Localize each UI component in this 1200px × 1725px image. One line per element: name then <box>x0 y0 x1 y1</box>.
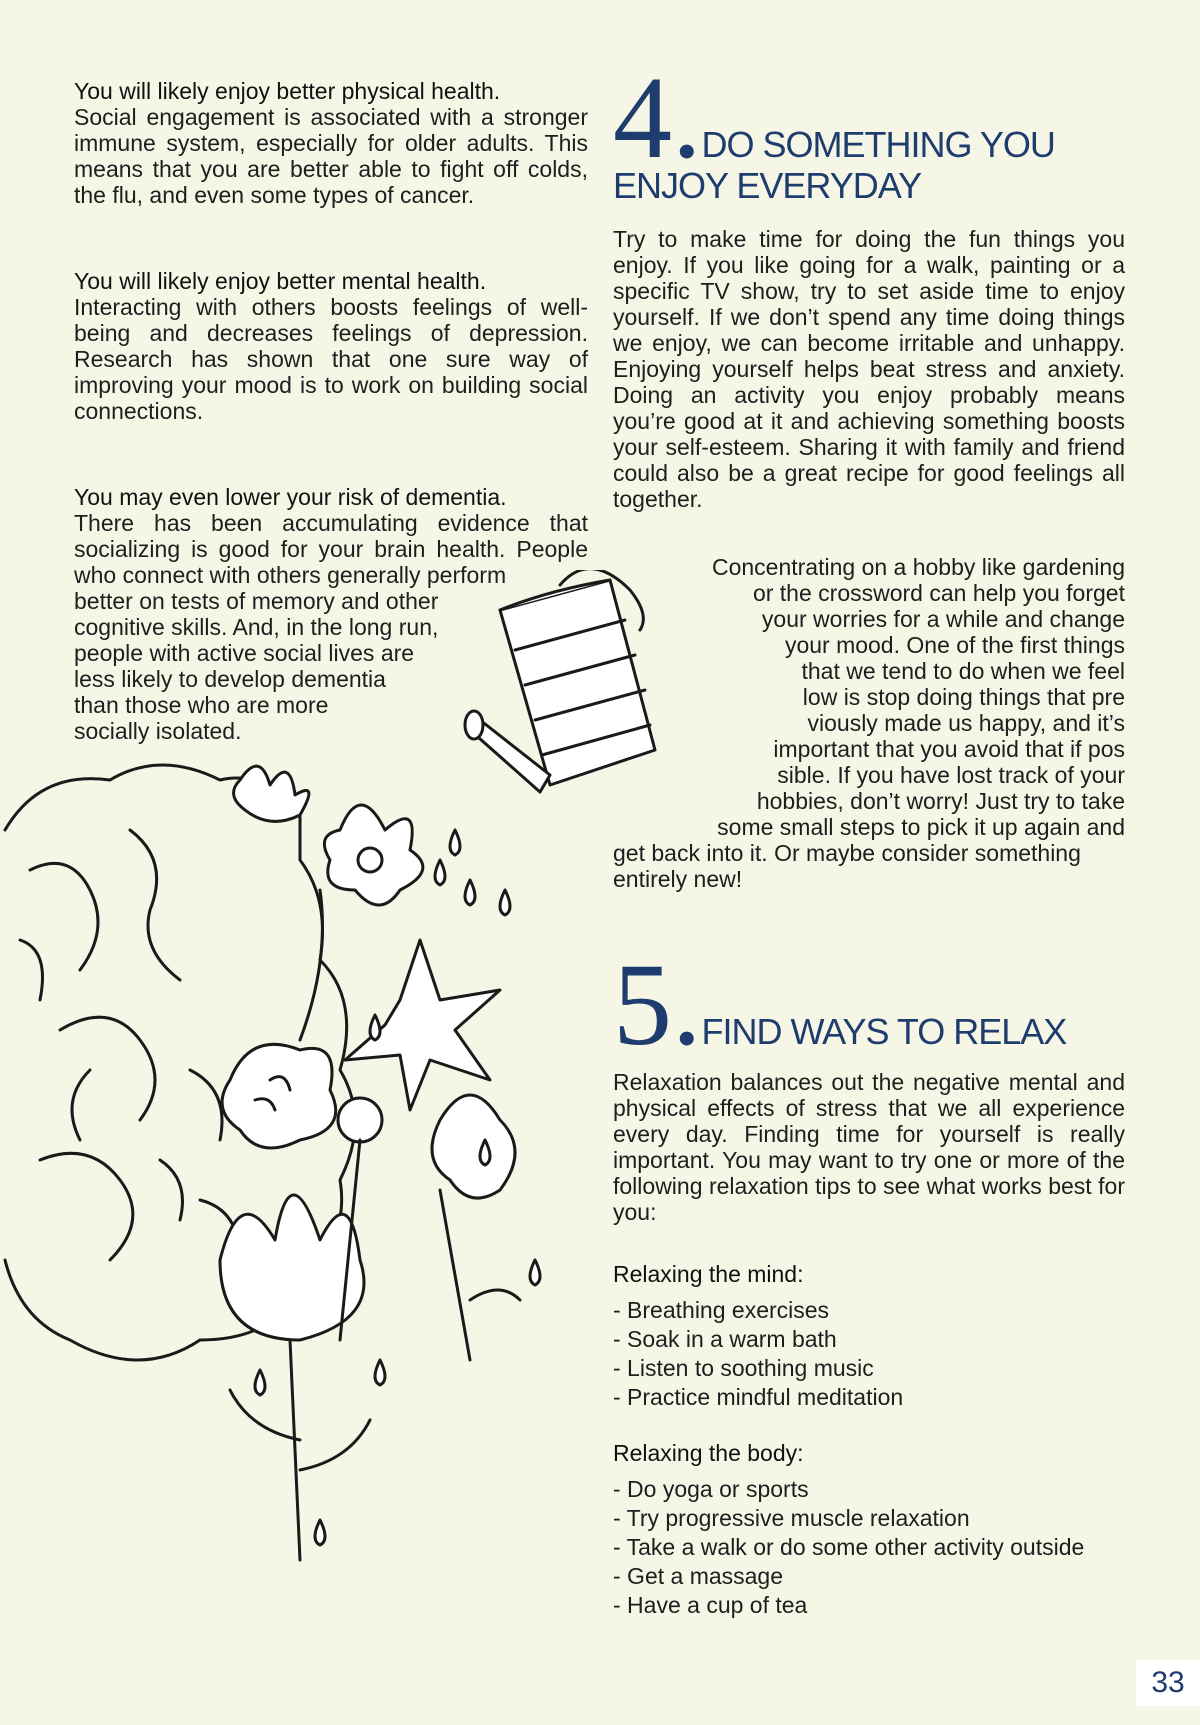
dementia-line: people with active social lives are <box>74 640 415 666</box>
section-4 <box>613 52 1125 512</box>
dementia-line: socially isolated. <box>74 718 242 744</box>
section-5-body: Relaxation balances out the negative mental and physical effects of stress that we all experience every day. Finding time for yourself is really important. You may want to try one or more of the following relaxation tips to see what works best for you: <box>613 1069 1125 1225</box>
section-4-title-line2: ENJOY EVERYDAY <box>613 165 922 206</box>
dementia-heading: You may even lower your risk of dementia. <box>74 484 507 510</box>
dementia-line: better on tests of memory and other <box>74 588 439 614</box>
page-number: 33 <box>1136 1660 1200 1706</box>
section-5-heading <box>613 939 1125 1070</box>
physical-health-body: Social engagement is associated with a stronger immune system, especially for older adults. This means that you are better able to fight off colds, the flu, and even some types of cancer. <box>74 104 588 208</box>
list-item: - Listen to soothing music <box>613 1355 874 1381</box>
section-4-title-line1: DO SOMETHING YOU <box>701 124 1055 165</box>
list-item: - Try progressive muscle relaxation <box>613 1505 970 1531</box>
relax-body-list <box>613 1475 1125 1620</box>
section-5 <box>613 939 1125 1648</box>
list-item: - Do yoga or sports <box>613 1476 809 1502</box>
hobby-line: Concentrating on a hobby like gardening <box>711 554 1125 580</box>
brain-flowers-illustration <box>0 740 580 1570</box>
mental-health-heading: You will likely enjoy better mental health. <box>74 268 487 294</box>
relax-mind-list <box>613 1296 1125 1412</box>
section-5-title: FIND WAYS TO RELAX <box>701 1011 1067 1052</box>
hobby-line: low is stop doing things that pre <box>802 684 1125 710</box>
list-item: - Have a cup of tea <box>613 1592 808 1618</box>
hobby-line: some small steps to pick it up again and <box>717 814 1125 840</box>
hobby-line: get back into it. Or maybe consider something <box>613 840 1081 866</box>
hobby-line: hobbies, don’t worry! Just try to take <box>756 788 1125 814</box>
section-4-body: Try to make time for doing the fun things you enjoy. If you like going for a walk, painting or a specific TV show, try to set aside time to enjoy yourself. If we don’t spend any time doing things we enjoy, we can become irritable and unhappy. Enjoying yourself helps beat stress and anxiety. Doing an activity you enjoy probably means you’re good at it and achieving something boosts your self-esteem. Sharing it with family and friend could also be a great recipe for good feelings all together. <box>613 226 1125 512</box>
dementia-body: There has been accumulating evidence that socializing is good for your brain health. People who connect with others generally perform <box>74 510 588 588</box>
hobby-line: entirely new! <box>613 866 743 892</box>
hobby-line: important that you avoid that if pos <box>773 736 1125 762</box>
relax-mind-heading: Relaxing the mind: <box>613 1261 804 1287</box>
relax-body-heading: Relaxing the body: <box>613 1440 804 1466</box>
section-4-number: 4. <box>613 52 702 183</box>
dementia-line: less likely to develop dementia <box>74 666 386 692</box>
dementia-line: cognitive skills. And, in the long run, <box>74 614 439 640</box>
hobby-line: sible. If you have lost track of your <box>777 762 1125 788</box>
physical-health-heading: You will likely enjoy better physical health. <box>74 78 501 104</box>
paragraph-mental-health <box>74 268 588 424</box>
hobby-line: or the crossword can help you forget <box>752 580 1125 606</box>
list-item: - Practice mindful meditation <box>613 1384 904 1410</box>
section-4-heading <box>613 52 1125 183</box>
list-item: - Take a walk or do some other activity outside <box>613 1534 1085 1560</box>
paragraph-physical-health <box>74 78 588 208</box>
hobby-line: your worries for a while and change <box>761 606 1125 632</box>
hobby-line: your mood. One of the first things <box>784 632 1125 658</box>
mental-health-body: Interacting with others boosts feelings of well-being and decreases feelings of depression. Research has shown that one sure way of improving your mood is to work on building social connections. <box>74 294 588 424</box>
section-5-number: 5. <box>613 939 702 1070</box>
hobby-line: viously made us happy, and it’s <box>807 710 1125 736</box>
list-item: - Get a massage <box>613 1563 784 1589</box>
list-item: - Soak in a warm bath <box>613 1326 837 1352</box>
dementia-line: than those who are more <box>74 692 329 718</box>
hobby-line: that we tend to do when we feel <box>801 658 1125 684</box>
list-item: - Breathing exercises <box>613 1297 830 1323</box>
